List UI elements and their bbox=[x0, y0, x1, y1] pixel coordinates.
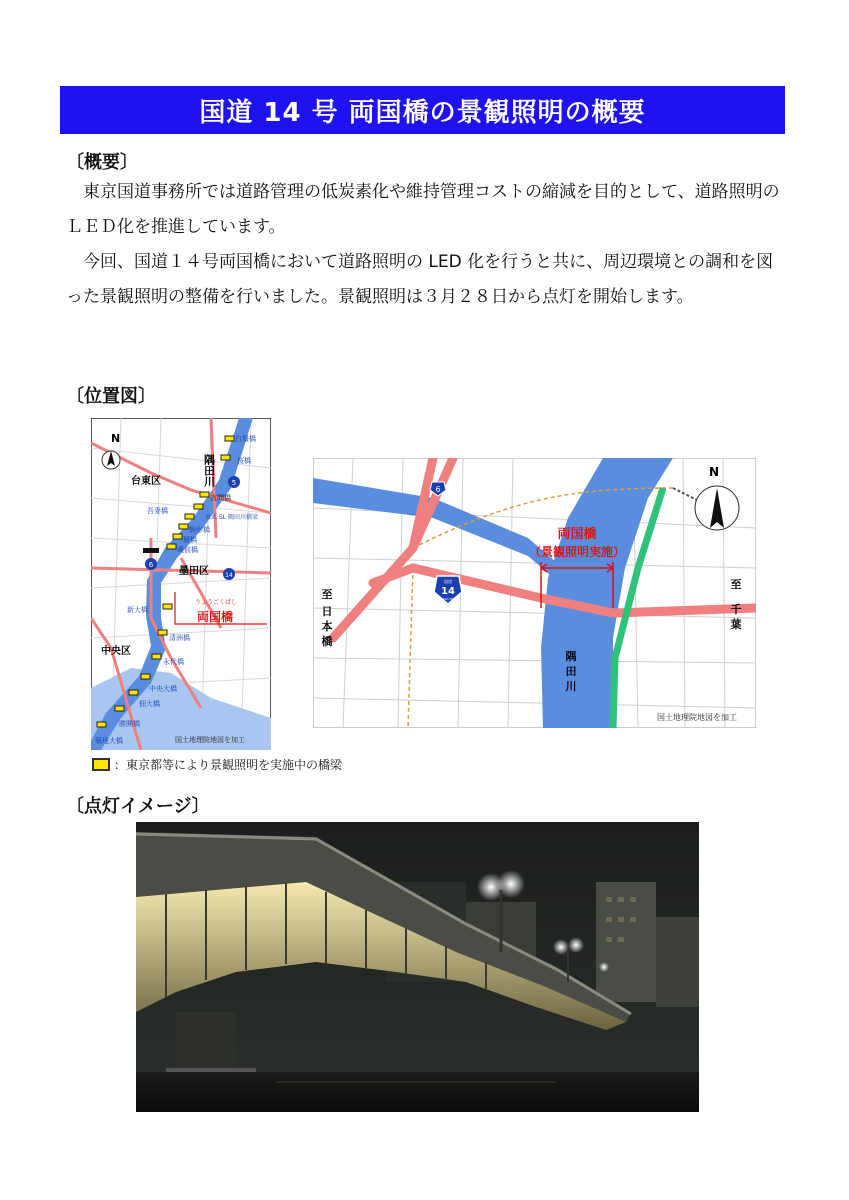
page-title: 国道 14 号 両国橋の景観照明の概要 bbox=[60, 86, 785, 134]
route-5-shield bbox=[228, 476, 240, 488]
svg-text:N: N bbox=[709, 465, 720, 479]
svg-text:14: 14 bbox=[225, 572, 233, 579]
to-chiba-char: 葉 bbox=[730, 618, 742, 631]
location-heading: 〔位置図〕 bbox=[66, 386, 156, 407]
svg-text:14: 14 bbox=[441, 586, 455, 597]
to-chiba-char: 千 bbox=[730, 603, 742, 616]
map-credit: 国土地理院地図を加工 bbox=[657, 713, 737, 722]
bridge-label: 佃大橋 bbox=[139, 700, 160, 708]
map-credit: 国土地理院地図を加工 bbox=[175, 736, 245, 744]
bridge-label: 吾妻橋 bbox=[147, 507, 168, 515]
bridge-marker-swatch bbox=[92, 758, 110, 771]
to-nihonbashi-char: 橋 bbox=[321, 635, 333, 648]
bridge-label: 白鬚橋 bbox=[235, 435, 256, 443]
svg-text:5: 5 bbox=[231, 479, 237, 487]
bridge-label: 厩橋 bbox=[183, 536, 197, 544]
bridge-label: 東武 SL 隅田川橋梁 bbox=[205, 514, 258, 521]
svg-text:N: N bbox=[111, 432, 121, 445]
ryogoku-label: 両国橋 bbox=[197, 610, 234, 624]
overview-paragraph-1: 東京国道事務所では道路管理の低炭素化や維持管理コストの縮減を目的として、道路照明のＬＥＤ化を推進しています。 bbox=[66, 182, 780, 237]
bridge-label: 勝鬨橋 bbox=[119, 720, 140, 728]
ryogoku-reading: りょうごくばし bbox=[195, 599, 238, 606]
to-nihonbashi-char: 本 bbox=[321, 620, 333, 633]
to-chiba-char: 至 bbox=[730, 578, 742, 591]
ward-label: 墨田区 bbox=[179, 566, 209, 577]
svg-text:6: 6 bbox=[148, 561, 154, 569]
svg-text:国道: 国道 bbox=[444, 579, 452, 584]
bridge-label: 新大橋 bbox=[127, 606, 148, 614]
to-nihonbashi-char: 日 bbox=[321, 605, 333, 618]
bridge-note-label: （景観照明実施） bbox=[528, 545, 626, 559]
ward-label: 中央区 bbox=[101, 646, 131, 657]
bridge-label: 築地大橋 bbox=[95, 737, 123, 745]
svg-text:6: 6 bbox=[435, 485, 441, 494]
svg-text:ROUTE: ROUTE bbox=[442, 597, 454, 601]
river-char: 川 bbox=[565, 680, 577, 693]
river-label: 隅田川 bbox=[202, 454, 216, 487]
ryogoku-bridge-marker bbox=[143, 548, 159, 553]
bridge-label: 言問橋 bbox=[210, 494, 231, 502]
route-14-shield bbox=[223, 568, 235, 580]
overview-heading: 〔概要〕 bbox=[66, 152, 138, 173]
bridge-label: 桜橋 bbox=[237, 457, 251, 465]
legend-text: ：東京都等により景観照明を実施中の橋梁 bbox=[114, 758, 343, 772]
bridge-label: 蔵前橋 bbox=[177, 546, 198, 554]
bridge-label: 中央大橋 bbox=[149, 685, 177, 693]
detail-map bbox=[313, 458, 756, 728]
bridge-lighting-photo bbox=[136, 822, 699, 1112]
bridge-label: 清洲橋 bbox=[169, 634, 190, 642]
overview-paragraph-2: 今回、国道１４号両国橋において道路照明の LED 化を行うと共に、周辺環境との調和を図った景観照明の整備を行いました。景観照明は３月２８日から点灯を開始します。 bbox=[66, 252, 774, 307]
bridge-label: 永代橋 bbox=[163, 658, 184, 666]
route-6-shield bbox=[145, 558, 157, 570]
bridge-name-label: 両国橋 bbox=[557, 527, 597, 542]
ward-label: 台東区 bbox=[131, 476, 161, 487]
lighting-heading: 〔点灯イメージ〕 bbox=[66, 796, 210, 817]
map-legend bbox=[92, 756, 342, 773]
overview-map bbox=[91, 418, 271, 750]
river-char: 隅 bbox=[565, 650, 577, 663]
bridge-label: 駒形橋 bbox=[189, 526, 210, 534]
river-char: 田 bbox=[565, 665, 577, 678]
to-nihonbashi-char: 至 bbox=[321, 588, 333, 601]
